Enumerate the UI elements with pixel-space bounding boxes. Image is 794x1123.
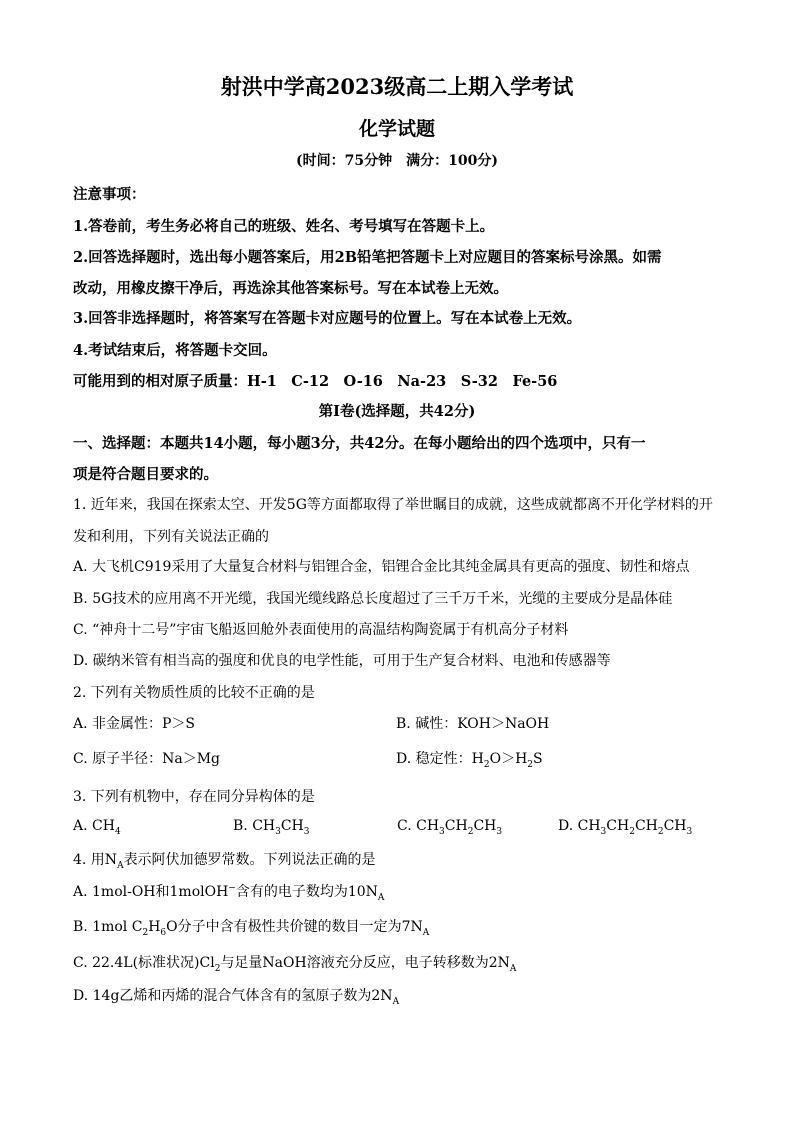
q3-d-s2: 2 [629,826,635,837]
q3-c-t2: CH [444,818,468,834]
q4-c-sub: A [509,963,517,974]
q4-stem [73,849,734,871]
q2-c-formula: Na＞Mg [162,751,221,767]
q3-option-c [397,818,502,837]
q2-d-s: S [533,751,543,767]
notes-item-2-cont: 改动，用橡皮擦干净后，再选涂其他答案标号。写在本试卷上无效。 [73,280,508,297]
q4-d-pre: D. 14g乙烯和丙烯的混合气体含有的氢原子数为2N [73,988,393,1004]
q3-c-t1: C. CH [397,818,440,834]
q4-option-d [73,985,734,1007]
q2-option-a: A. 非金属性：P＞S [73,716,196,732]
q3-option-a [73,818,121,837]
notes-item-4: 4.考试结束后，将答题卡交回。 [73,342,277,359]
q4-a-pre: A. 1mol-OH和1molOH [73,884,229,900]
notes-item-3: 3.回答非选择题时，将答案写在答题卡对应题号的位置上。写在本试卷上无效。 [73,310,582,327]
q4-c-s1: 2 [214,963,221,974]
q3-stem: 3. 下列有机物中，存在同分异构体的是 [73,789,315,805]
q3-c-s3: 3 [496,826,503,837]
q2-option-c [73,748,220,768]
q3-b-s2: 3 [303,826,310,837]
q2-d-h: H [471,751,484,767]
q4-c-pre: C. 22.4L(标准状况)Cl [73,955,215,971]
q1-option-b: B. 5G技术的应用离不开光缆，我国光缆线路总长度超过了三千万千米，光缆的主要成分是晶体硅 [73,591,673,607]
q4-stem-pre: 4. 用N [73,852,118,868]
q3-d-s1: 3 [600,826,607,837]
q4-b-pre: B. 1mol C [73,919,143,935]
notes-item-1: 1.答卷前，考生务必将自己的班级、姓名、考号填写在答题卡上。 [73,218,495,235]
q3-c-t3: CH [473,818,497,834]
q2-d-sub-2: 2 [527,759,534,770]
q3-b-s1: 3 [275,826,281,837]
q3-c-s2: 2 [467,826,474,837]
q2-d-sub-1: 2 [483,759,490,770]
section-intro-2: 项是符合题目要求的。 [73,466,218,483]
q4-b-s1: 2 [142,927,149,938]
q4-d-sub: A [392,996,400,1007]
q3-a-text: A. CH [73,818,115,834]
q3-d-t1: D. CH [558,818,601,834]
q3-d-s4: 3 [686,826,693,837]
q4-option-c [73,952,734,974]
q3-d-s3: 2 [657,826,664,837]
q3-d-t3: CH [634,818,658,834]
exam-title: 射洪中学高2023级高二上期入学考试 [220,74,574,99]
section-intro-1: 一、选择题：本题共14小题，每小题3分，共42分。在每小题给出的四个选项中，只有一 [73,435,646,452]
q3-b-t2: CH [280,818,304,834]
q4-option-a [73,881,734,903]
q3-option-d [558,818,692,837]
q3-b-t1: B. CH [233,818,276,834]
q4-b-post: O分子中含有极性共价键的数目一定为7N [166,919,423,935]
q3-a-sub: 4 [114,826,121,837]
q2-option-b: B. 碱性：KOH＞NaOH [396,716,550,732]
q4-a-mid: 含有的电子数均为10N [235,884,378,900]
q1-stem-1: 1. 近年来，我国在探索太空、开发5G等方面都取得了举世瞩目的成就，这些成就都离不开化学材料的开 [73,497,713,513]
q1-stem-2: 发和利用，下列有关说法正确的 [73,529,269,545]
notes-heading: 注意事项： [73,186,146,203]
exam-subtitle: 化学试题 [358,118,435,140]
q4-stem-sub: A [117,860,124,871]
q3-d-t2: CH [606,818,630,834]
q2-d-label: D. 稳定性： [396,751,472,767]
q3-option-b [233,818,310,837]
q2-stem: 2. 下列有关物质性质的比较不正确的是 [73,685,315,701]
q4-b-h: H [148,919,161,935]
q2-c-label: C. 原子半径： [73,751,163,767]
q2-option-d [396,748,543,770]
q4-b-s2: 6 [160,927,167,938]
q4-c-post: 与足量NaOH溶液充分反应，电子转移数为2N [220,955,510,971]
q4-a-sup: − [228,883,236,894]
q1-option-d: D. 碳纳米管有相当高的强度和优良的电学性能，可用于生产复合材料、电池和传感器等 [73,653,611,669]
atomic-mass: 可能用到的相对原子质量：H-1 C-12 O-16 Na-23 S-32 Fe-56 [73,373,558,390]
q4-a-sub: A [377,892,385,903]
q2-d-o: O＞H [489,751,528,767]
section-title: 第Ⅰ卷(选择题，共42分) [318,403,476,420]
q1-option-c: C. “神舟十二号”宇宙飞船返回舱外表面使用的高温结构陶瓷属于有机高分子材料 [73,622,569,638]
q4-b-sub: A [422,927,430,938]
exam-meta: (时间：75分钟 满分：100分) [296,153,498,169]
q1-option-a: A. 大飞机C919采用了大量复合材料与铝锂合金，铝锂合金比其纯金属具有更高的强度、韧性和熔点 [73,559,690,575]
q4-stem-post: 表示阿伏加德罗常数。下列说法正确的是 [123,852,376,868]
notes-item-2: 2.回答选择题时，选出每小题答案后，用2B铅笔把答题卡上对应题目的答案标号涂黑。如需 [73,249,662,266]
q3-d-t4: CH [663,818,687,834]
q3-c-s1: 3 [439,826,445,837]
q4-option-b [73,916,734,938]
